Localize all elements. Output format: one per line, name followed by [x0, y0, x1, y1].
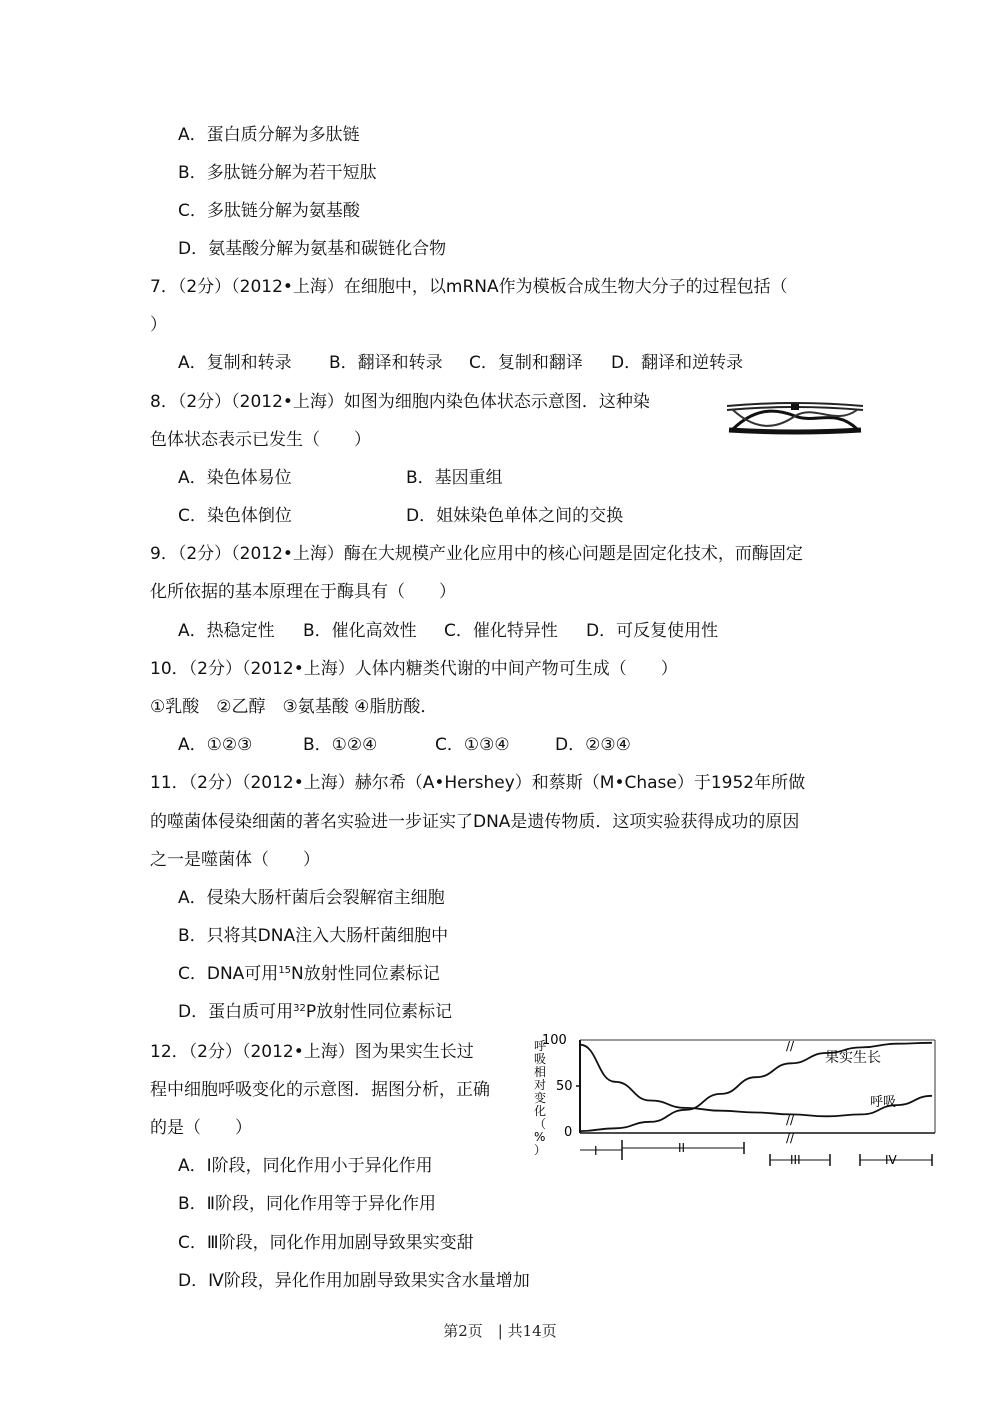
q7-option-b: B．翻译和转录 — [329, 353, 443, 373]
page-footer: 第2页 | 共14页 — [443, 1322, 557, 1340]
axis-break-mark-top: // — [786, 1039, 795, 1053]
q10-option-d: D．②③④ — [555, 735, 631, 755]
chart-ylabel-char: 对 — [534, 1078, 547, 1092]
q9-option-a: A．热稳定性 — [178, 621, 275, 641]
stage-label-2: II — [678, 1141, 686, 1155]
q8-option-d: D．姐妹染色单体之间的交换 — [406, 506, 624, 526]
q11-stem-line3: 之一是噬菌体（ ） — [150, 850, 320, 870]
q9-option-d: D．可反复使用性 — [586, 621, 719, 641]
series-label-respiration: 呼吸 — [870, 1095, 897, 1110]
q6-option-a: A．蛋白质分解为多肽链 — [178, 125, 360, 145]
q7-stem-line1: 7．（2分）（2012•上海）在细胞中，以mRNA作为模板合成生物大分子的过程包括（ — [150, 277, 788, 297]
q8-option-b: B．基因重组 — [406, 468, 503, 488]
q11-option-a: A．侵染大肠杆菌后会裂解宿主细胞 — [178, 888, 445, 908]
fruit-growth-chart — [520, 1028, 940, 1173]
q9-stem-line2: 化所依据的基本原理在于酶具有（ ） — [150, 582, 456, 602]
q6-option-c: C．多肽链分解为氨基酸 — [178, 201, 360, 221]
chromosome-figure — [725, 396, 865, 438]
chart-ylabel-char: 呼 — [534, 1039, 547, 1053]
q10-stem-line1: 10．（2分）（2012•上海）人体内糖类代谢的中间产物可生成（ ） — [150, 659, 678, 679]
q11-option-c: C．DNA可用$^{15}$N放射性同位素标记 — [178, 964, 440, 984]
stage-label-4: IV — [885, 1153, 897, 1167]
q8-option-c: C．染色体倒位 — [178, 506, 292, 526]
axis-break-mark-bottom: // — [786, 1131, 795, 1145]
ytick-0: 0 — [564, 1125, 573, 1140]
q7-option-c: C．复制和翻译 — [469, 353, 583, 373]
q8-stem-line1: 8．（2分）（2012•上海）如图为细胞内染色体状态示意图．这种染 — [150, 392, 650, 412]
ytick-100: 100 — [542, 1033, 567, 1048]
chart-ylabel-char: % — [534, 1130, 546, 1144]
stage-label-3: III — [790, 1153, 801, 1167]
q12-stem-line2: 程中细胞呼吸变化的示意图．据图分析，正确 — [150, 1080, 490, 1100]
q6-option-b: B．多肽链分解为若干短肽 — [178, 163, 377, 183]
series-label-fruit-growth: 果实生长 — [825, 1050, 881, 1066]
q12-stem-line3: 的是（ ） — [150, 1118, 252, 1138]
q7-option-d: D．翻译和逆转录 — [611, 353, 744, 373]
chart-ylabel-char: 化 — [534, 1104, 547, 1118]
q9-stem-line1: 9．（2分）（2012•上海）酶在大规模产业化应用中的核心问题是固定化技术，而酶固定 — [150, 544, 803, 564]
q7-option-a: A．复制和转录 — [178, 353, 292, 373]
q11-option-d: D．蛋白质可用$^{32}$P放射性同位素标记 — [178, 1002, 453, 1022]
q10-option-a: A．①②③ — [178, 735, 253, 755]
q6-option-d: D．氨基酸分解为氨基和碳链化合物 — [178, 239, 447, 259]
q8-stem-line2: 色体状态表示已发生（ ） — [150, 430, 371, 450]
chart-ylabel-char: ） — [534, 1143, 547, 1157]
q11-stem-line2: 的噬菌体侵染细菌的著名实验进一步证实了DNA是遗传物质．这项实验获得成功的原因 — [150, 812, 800, 832]
q12-option-c: C．Ⅲ阶段，同化作用加剧导致果实变甜 — [178, 1233, 474, 1253]
q7-stem-line2: ） — [150, 315, 167, 335]
chart-ylabel-char: （ — [534, 1117, 547, 1131]
q10-option-b: B．①②④ — [303, 735, 378, 755]
q9-option-b: B．催化高效性 — [303, 621, 417, 641]
chart-ylabel-char: 吸 — [534, 1052, 547, 1066]
q12-stem-line1: 12．（2分）（2012•上海）图为果实生长过 — [150, 1042, 474, 1062]
q12-option-d: D．Ⅳ阶段，异化作用加剧导致果实含水量增加 — [178, 1271, 530, 1291]
axis-break-mark-mid: // — [786, 1113, 795, 1127]
chart-ylabel-char: 变 — [534, 1091, 547, 1105]
stage-label-1: I — [594, 1144, 598, 1158]
q11-stem-line1: 11．（2分）（2012•上海）赫尔希（A•Hershey）和蔡斯（M•Chase）于1952年所做 — [150, 773, 806, 793]
q9-option-c: C．催化特异性 — [444, 621, 558, 641]
q10-stem-line2: ①乳酸 ②乙醇 ③氨基酸 ④脂肪酸． — [150, 697, 438, 717]
q11-option-b: B．只将其DNA注入大肠杆菌细胞中 — [178, 926, 449, 946]
q12-option-a: A．Ⅰ阶段，同化作用小于异化作用 — [178, 1156, 433, 1176]
q10-option-c: C．①③④ — [435, 735, 510, 755]
ytick-50: 50 — [556, 1079, 573, 1094]
q12-option-b: B．Ⅱ阶段，同化作用等于异化作用 — [178, 1194, 437, 1214]
chart-ylabel — [534, 1039, 546, 1157]
chart-ylabel-char: 相 — [534, 1065, 547, 1079]
q8-option-a: A．染色体易位 — [178, 468, 292, 488]
